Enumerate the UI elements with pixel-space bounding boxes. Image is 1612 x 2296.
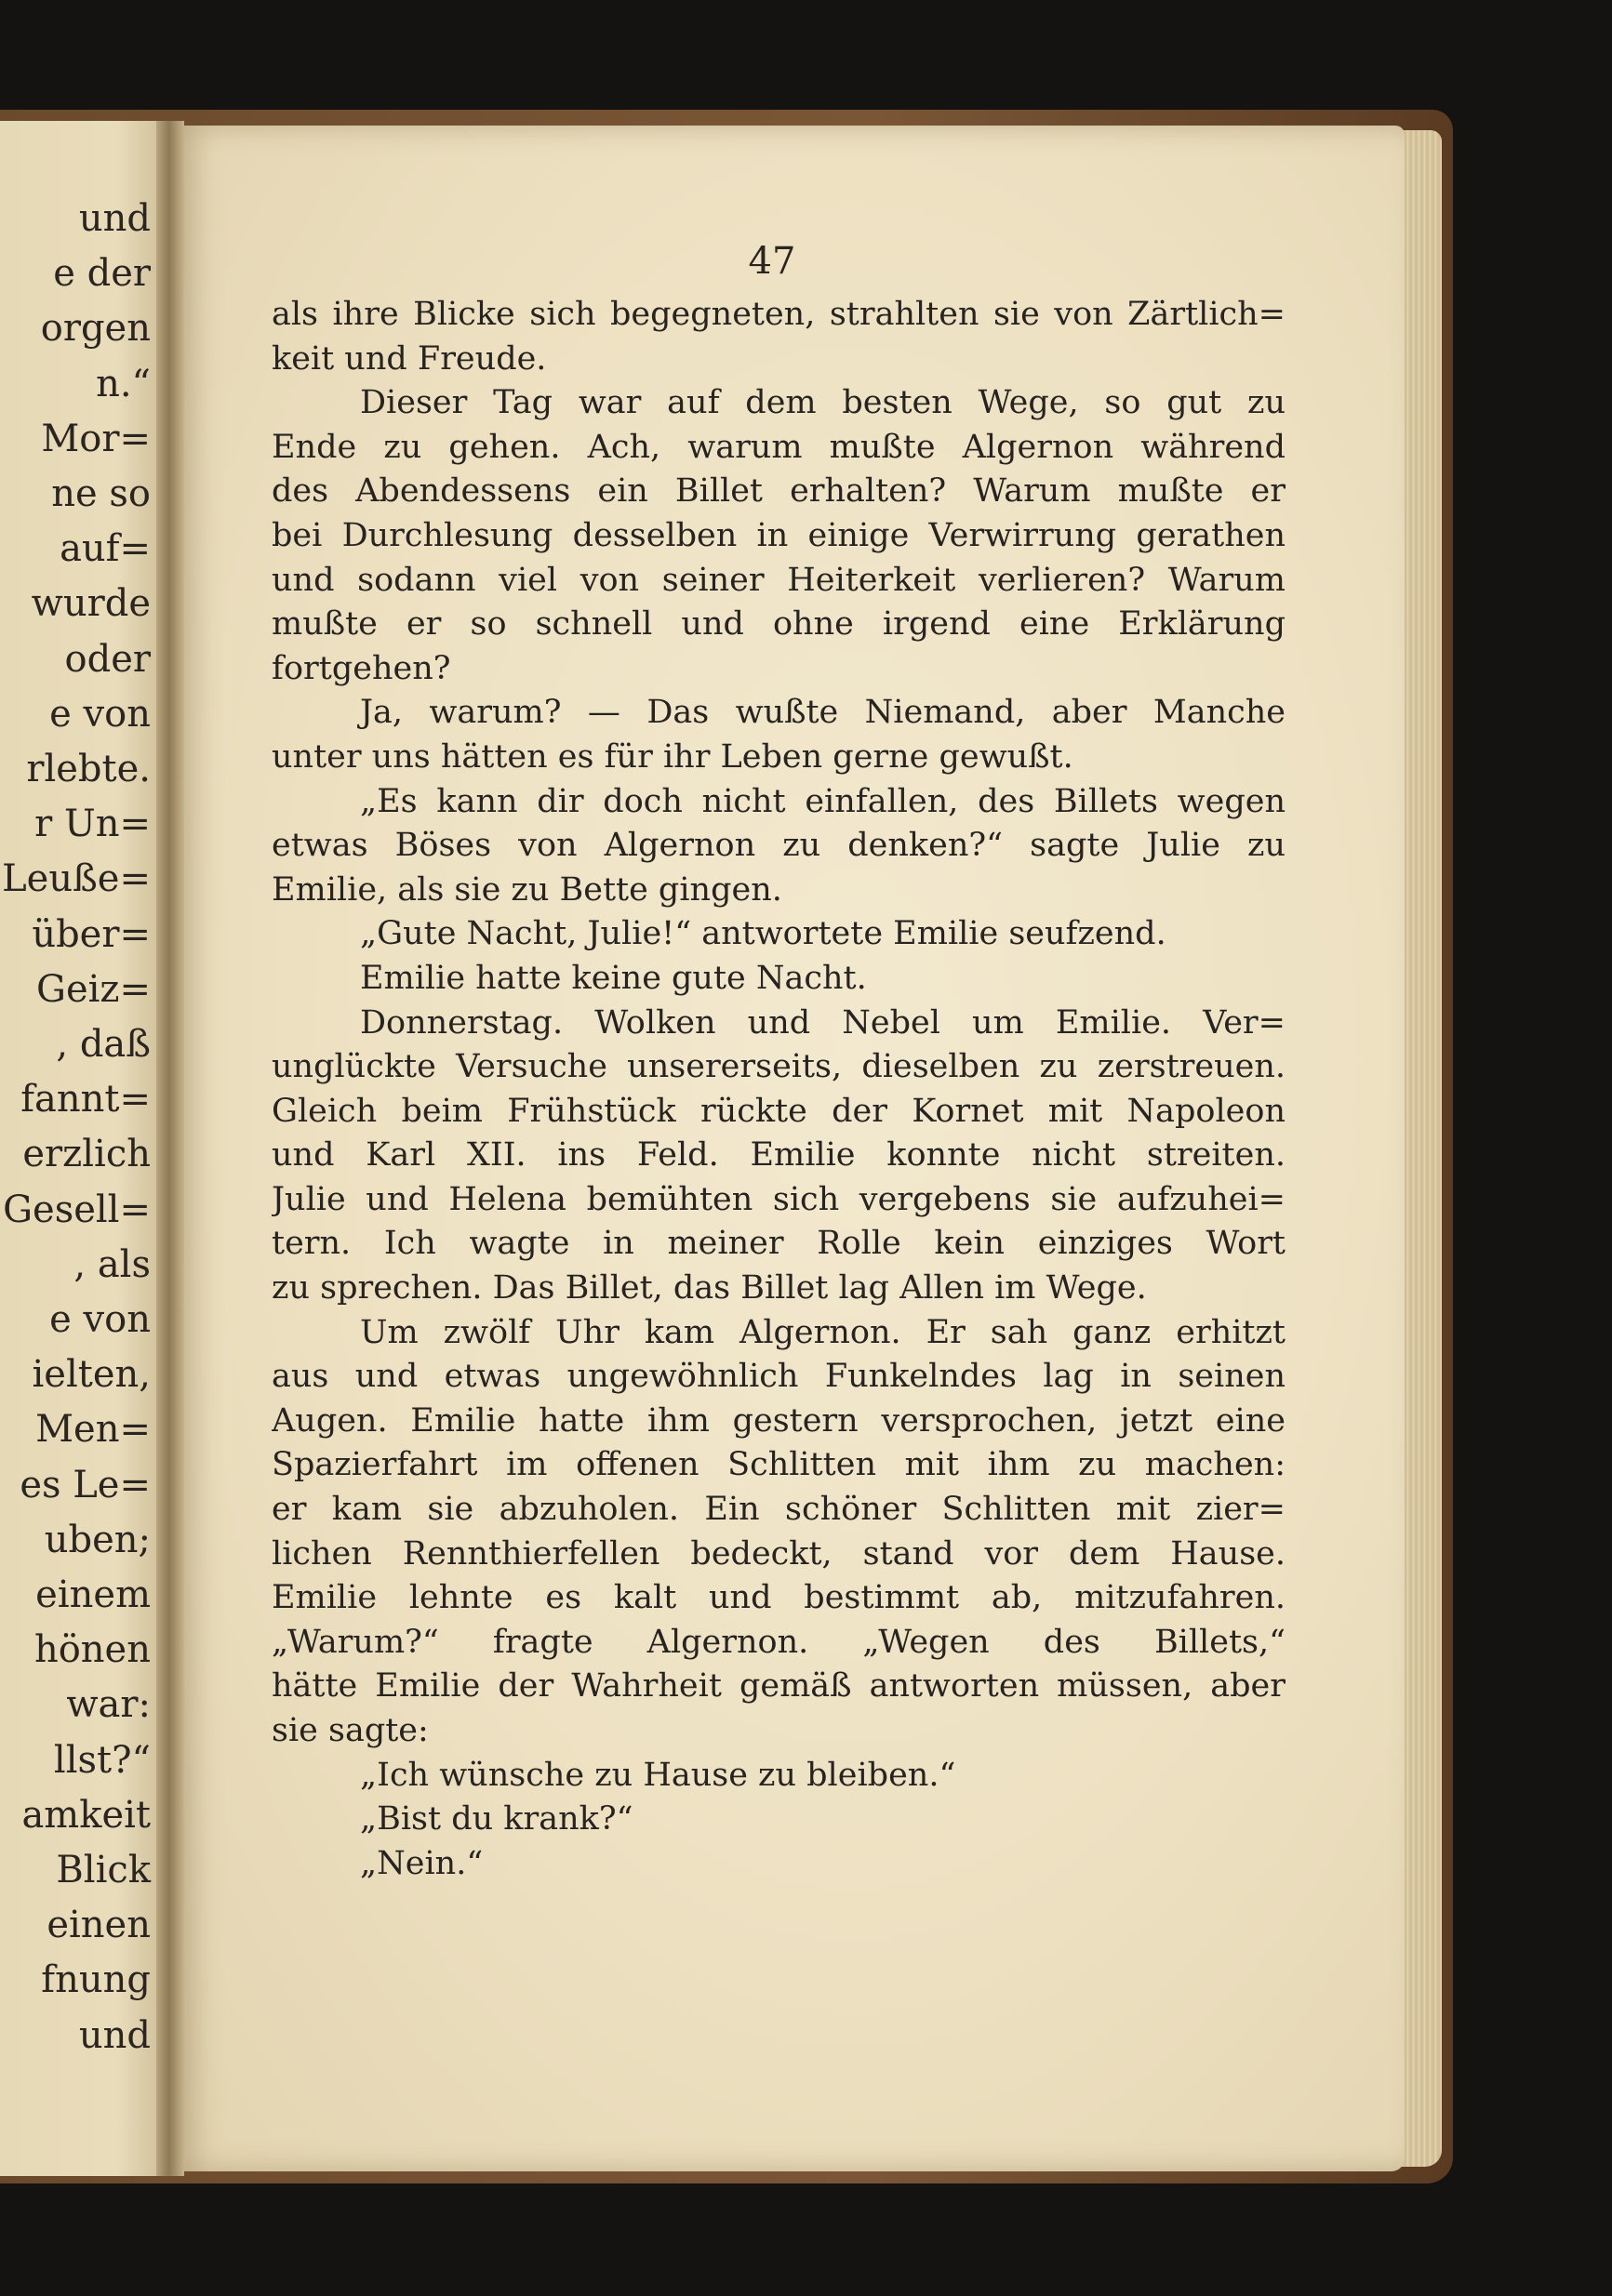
text-line: mußte er so schnell und ohne irgend eine Erklärung — [272, 605, 1286, 644]
text-line: Emilie lehnte es kalt und bestimmt ab, mitzufahren. — [272, 1579, 1286, 1617]
left-page-line-fragment: über= — [32, 912, 151, 956]
left-page-line-fragment: r Un= — [34, 803, 151, 846]
left-page-line-fragment: erzlich — [22, 1133, 151, 1176]
text-line: Emilie hatte keine gute Nacht. — [360, 959, 867, 997]
text-line: tern. Ich wagte in meiner Rolle kein einziges Wort — [272, 1225, 1286, 1263]
left-page — [0, 121, 167, 2176]
left-page-line-fragment: e von — [49, 692, 151, 736]
text-line: „Gute Nacht, Julie!“ antwortete Emilie seufzend. — [360, 915, 1166, 953]
text-line: Um zwölf Uhr kam Algernon. Er sah ganz erhitzt — [360, 1313, 1286, 1351]
text-line: unter uns hätten es für ihr Leben gerne gewußt. — [272, 737, 1073, 776]
text-line: Donnerstag. Wolken und Nebel um Emilie. Ver= — [360, 1003, 1286, 1042]
text-line: bei Durchlesung desselben in einige Verwirrung gerathen — [272, 516, 1286, 554]
text-line: aus und etwas ungewöhnlich Funkelndes lag in seinen — [272, 1358, 1286, 1396]
text-line: des Abendessens ein Billet erhalten? Warum mußte er — [272, 472, 1286, 511]
text-line: Julie und Helena bemühten sich vergebens sie aufzuhei= — [272, 1180, 1286, 1218]
left-page-line-fragment: es Le= — [20, 1463, 151, 1506]
text-line: sie sagte: — [272, 1712, 429, 1749]
left-page-line-fragment: orgen — [40, 307, 151, 351]
text-line: etwas Böses von Algernon zu denken?“ sagte Julie zu — [272, 827, 1286, 865]
text-line: „Ich wünsche zu Hause zu bleiben.“ — [360, 1756, 956, 1794]
text-line: Dieser Tag war auf dem besten Wege, so gut zu — [360, 384, 1286, 422]
left-page-line-fragment: Leuße= — [2, 857, 151, 901]
text-line: Gleich beim Frühstück rückte der Kornet mit Napoleon — [272, 1092, 1286, 1130]
left-page-line-fragment: n.“ — [96, 362, 151, 405]
text-line: Emilie, als sie zu Bette gingen. — [272, 870, 782, 909]
left-page-line-fragment: Gesell= — [3, 1188, 151, 1231]
body-text — [272, 293, 1286, 1886]
text-line: unglückte Versuche unsererseits, dieselben zu zerstreuen. — [272, 1048, 1286, 1086]
text-line: Augen. Emilie hatte ihm gestern versprochen, jetzt eine — [272, 1401, 1286, 1440]
text-line: er kam sie abzuholen. Ein schöner Schlitten mit zier= — [272, 1491, 1286, 1529]
left-page-line-fragment: Blick — [56, 1849, 151, 1891]
left-page-line-fragment: einen — [47, 1904, 151, 1947]
left-page-line-fragment: , daß — [56, 1023, 151, 1066]
text-line: und sodann viel von seiner Heiterkeit verlieren? Warum — [272, 561, 1286, 599]
left-page-line-fragment: Mor= — [41, 417, 151, 460]
left-page-line-fragment: und — [78, 197, 151, 240]
left-page-line-fragment: llst?“ — [53, 1738, 151, 1782]
left-page-line-fragment: e von — [49, 1298, 151, 1341]
left-page-line-fragment: war: — [66, 1683, 151, 1727]
left-page-line-fragment: fannt= — [20, 1078, 151, 1121]
text-line: zu sprechen. Das Billet, das Billet lag Allen im Wege. — [272, 1269, 1147, 1307]
left-page-line-fragment: und — [78, 2013, 151, 2057]
text-line: Spazierfahrt im offenen Schlitten mit ihm zu machen: — [272, 1446, 1286, 1484]
book-gutter — [156, 121, 184, 2176]
left-page-line-fragment: amkeit — [21, 1793, 151, 1837]
left-page-line-fragment: fnung — [41, 1958, 151, 2002]
left-page-line-fragment: Men= — [35, 1408, 151, 1452]
left-page-line-fragment: e der — [53, 252, 151, 296]
left-page-line-fragment: rlebte. — [26, 748, 151, 790]
left-page-line-fragment: Geiz= — [35, 967, 151, 1011]
text-line: „Nein.“ — [360, 1844, 484, 1882]
text-line: hätte Emilie der Wahrheit gemäß antworten müssen, aber — [272, 1667, 1286, 1705]
text-line: und Karl XII. ins Feld. Emilie konnte nicht streiten. — [272, 1136, 1286, 1175]
left-page-line-fragment: ielten, — [32, 1353, 151, 1397]
left-page-line-fragment: uben; — [44, 1518, 151, 1561]
left-page-line-fragment: auf= — [60, 527, 151, 571]
left-page-line-fragment: hönen — [33, 1628, 151, 1672]
text-line: lichen Rennthierfellen bedeckt, stand vor dem Hause. — [272, 1534, 1286, 1573]
text-line: Ja, warum? — Das wußte Niemand, aber Manche — [360, 694, 1286, 732]
left-page-line-fragment: einem — [35, 1573, 151, 1616]
text-line: „Es kann dir doch nicht einfallen, des Billets wegen — [360, 782, 1286, 820]
left-page-line-fragment: , als — [73, 1242, 151, 1286]
text-line: als ihre Blicke sich begegneten, strahlten sie von Zärtlich= — [272, 296, 1286, 333]
left-page-line-fragment: wurde — [31, 582, 151, 626]
left-page-line-fragment: oder — [64, 637, 151, 681]
text-line: Ende zu gehen. Ach, warum mußte Algernon während — [272, 428, 1286, 466]
text-line: „Warum?“ fragte Algernon. „Wegen des Billets,“ — [272, 1623, 1286, 1661]
page-number: 47 — [748, 240, 796, 283]
text-line: „Bist du krank?“ — [360, 1800, 633, 1838]
text-line: fortgehen? — [272, 649, 451, 687]
text-line: keit und Freude. — [272, 339, 547, 378]
left-page-line-fragment: ne so — [51, 472, 151, 515]
